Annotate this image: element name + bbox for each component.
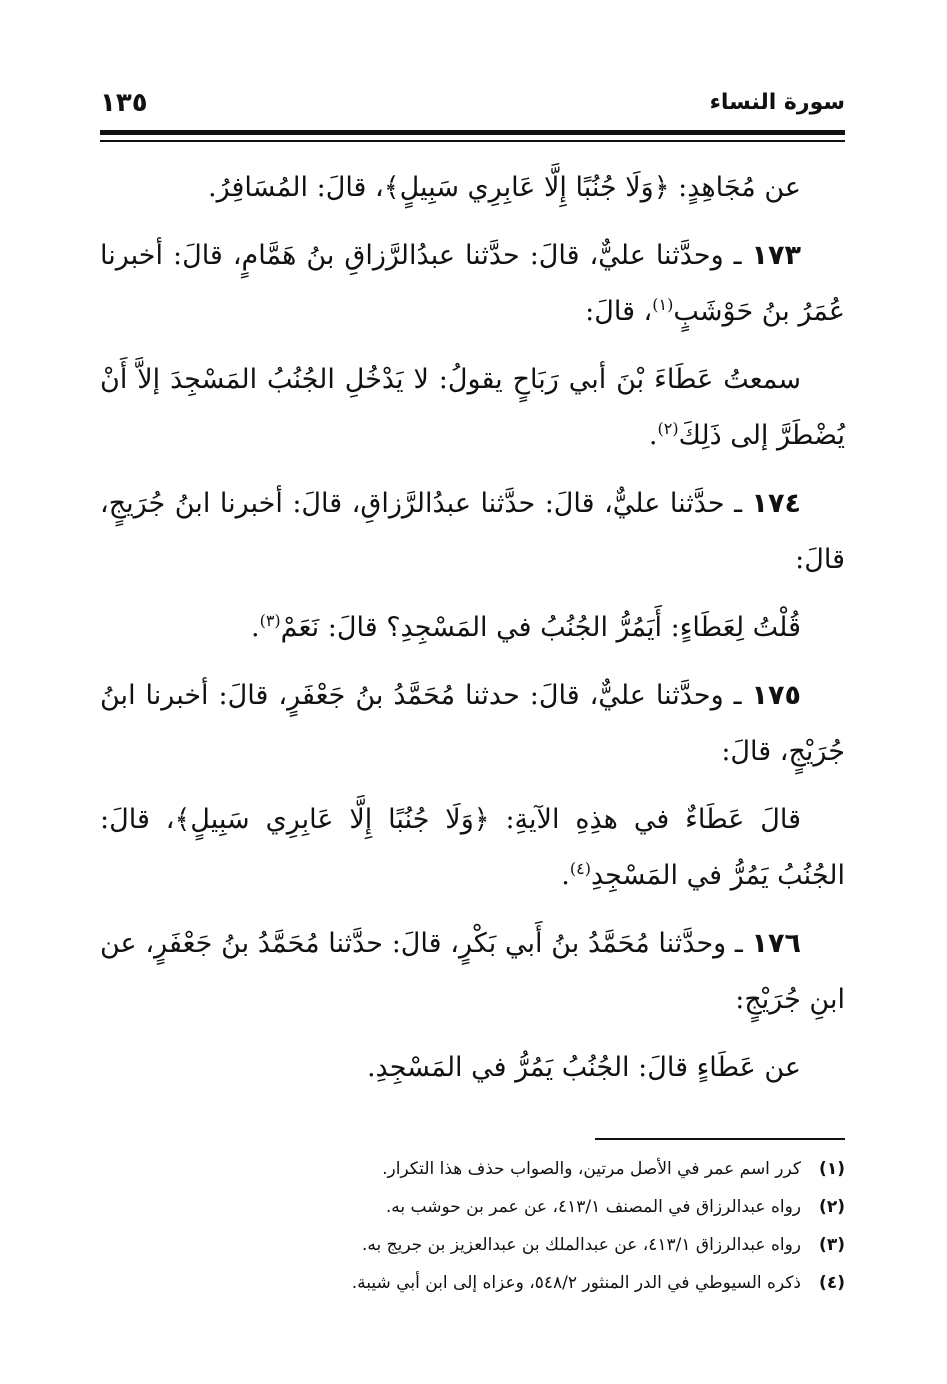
paragraph-5	[100, 600, 845, 656]
footnote-text: كرر اسم عمر في الأصل مرتين، والصواب حذف هذا التكرار.	[382, 1159, 801, 1179]
footnote-text: ذكره السيوطي في الدر المنثور ٥٤٨/٢، وعزاه إلى ابن أبي شيبة.	[351, 1273, 801, 1293]
footnote-text: رواه عبدالرزاق في المصنف ٤١٣/١، عن عمر بن حوشب به.	[385, 1197, 801, 1217]
paragraph-text: ـ وحدَّثنا مُحَمَّدُ بنُ أَبي بَكْرٍ، قالَ: حدَّثنا مُحَمَّدُ بنُ جَعْفَرٍ، عن ابنِ جُرَيْجٍ:	[100, 928, 845, 1015]
main-text	[100, 160, 845, 1108]
narration-176	[100, 916, 845, 1028]
paragraph-7	[100, 792, 845, 904]
paragraph-tail: .	[250, 612, 260, 643]
narration-number: ١٧٦	[751, 928, 801, 959]
narration-175	[100, 668, 845, 780]
paragraph-text: قالَ عَطَاءٌ في هذِهِ الآيةِ: ﴿وَلَا جُنُبًا إِلَّا عَابِرِي سَبِيلٍ﴾، قالَ: الجُنُبُ يَمُرُّ في المَسْجِدِ	[100, 804, 845, 891]
paragraph-text: قُلْتُ لِعَطَاءٍ: أَيَمُرُّ الجُنُبُ في المَسْجِدِ؟ قالَ: نَعَمْ	[280, 612, 801, 643]
paragraph-text: عن مُجَاهِدٍ: ﴿وَلَا جُنُبًا إِلَّا عَابِرِي سَبِيلٍ﴾، قالَ: المُسَافِرُ.	[208, 172, 801, 203]
paragraph-1	[100, 160, 845, 216]
narration-173	[100, 228, 845, 340]
paragraph-text: سمعتُ عَطَاءَ بْنَ أبي رَبَاحٍ يقولُ: لا يَدْخُلِ الجُنُبُ المَسْجِدَ إلاَّ أَنْ يُضْطَرَّ إلى ذَلِكَ	[100, 364, 845, 451]
footnote-ref-1[interactable]: (١)	[652, 295, 674, 314]
narration-number: ١٧٣	[751, 240, 801, 271]
footnote-2	[100, 1188, 845, 1226]
footnote-ref-4[interactable]: (٤)	[569, 859, 591, 878]
narration-number: ١٧٤	[751, 488, 801, 519]
footnote-ref-2[interactable]: (٢)	[657, 419, 679, 438]
footnote-separator	[595, 1138, 845, 1140]
page-header	[100, 88, 845, 128]
header-rule-thin	[100, 140, 845, 142]
paragraph-text: ـ وحدَّثنا عليٌّ، قالَ: حدثنا مُحَمَّدُ بنُ جَعْفَرٍ، قالَ: أخبرنا ابنُ جُرَيْجٍ، قالَ:	[100, 680, 845, 767]
footnote-number: (٢)	[819, 1197, 845, 1217]
paragraph-tail: ، قالَ:	[585, 296, 653, 327]
paragraph-3	[100, 352, 845, 464]
footnote-1	[100, 1150, 845, 1188]
footnotes	[100, 1150, 845, 1302]
header-rule-thick	[100, 130, 845, 135]
surah-title: سورة النساء	[709, 90, 845, 115]
page-number: ١٣٥	[100, 88, 148, 118]
footnote-number: (٤)	[819, 1273, 845, 1293]
paragraph-tail: .	[561, 860, 570, 891]
footnote-ref-3[interactable]: (٣)	[259, 611, 281, 630]
narration-number: ١٧٥	[751, 680, 801, 711]
paragraph-tail: .	[648, 420, 658, 451]
footnote-number: (١)	[819, 1159, 845, 1179]
footnote-4	[100, 1264, 845, 1302]
footnote-text: رواه عبدالرزاق ٤١٣/١، عن عبدالملك بن عبدالعزيز بن جريج به.	[362, 1235, 801, 1255]
narration-174	[100, 476, 845, 588]
paragraph-text: ـ وحدَّثنا عليٌّ، قالَ: حدَّثنا عبدُالرَّزاقِ بنُ هَمَّامٍ، قالَ: أخبرنا عُمَرُ بنُ حَوْشَبٍ	[100, 240, 845, 327]
footnote-number: (٣)	[819, 1235, 845, 1255]
paragraph-text: عن عَطَاءٍ قالَ: الجُنُبُ يَمُرُّ في المَسْجِدِ.	[366, 1052, 801, 1083]
paragraph-9	[100, 1040, 845, 1096]
paragraph-text: ـ حدَّثنا عليٌّ، قالَ: حدَّثنا عبدُالرَّزاقِ، قالَ: أخبرنا ابنُ جُرَيجٍ، قالَ:	[100, 488, 845, 575]
footnote-3	[100, 1226, 845, 1264]
